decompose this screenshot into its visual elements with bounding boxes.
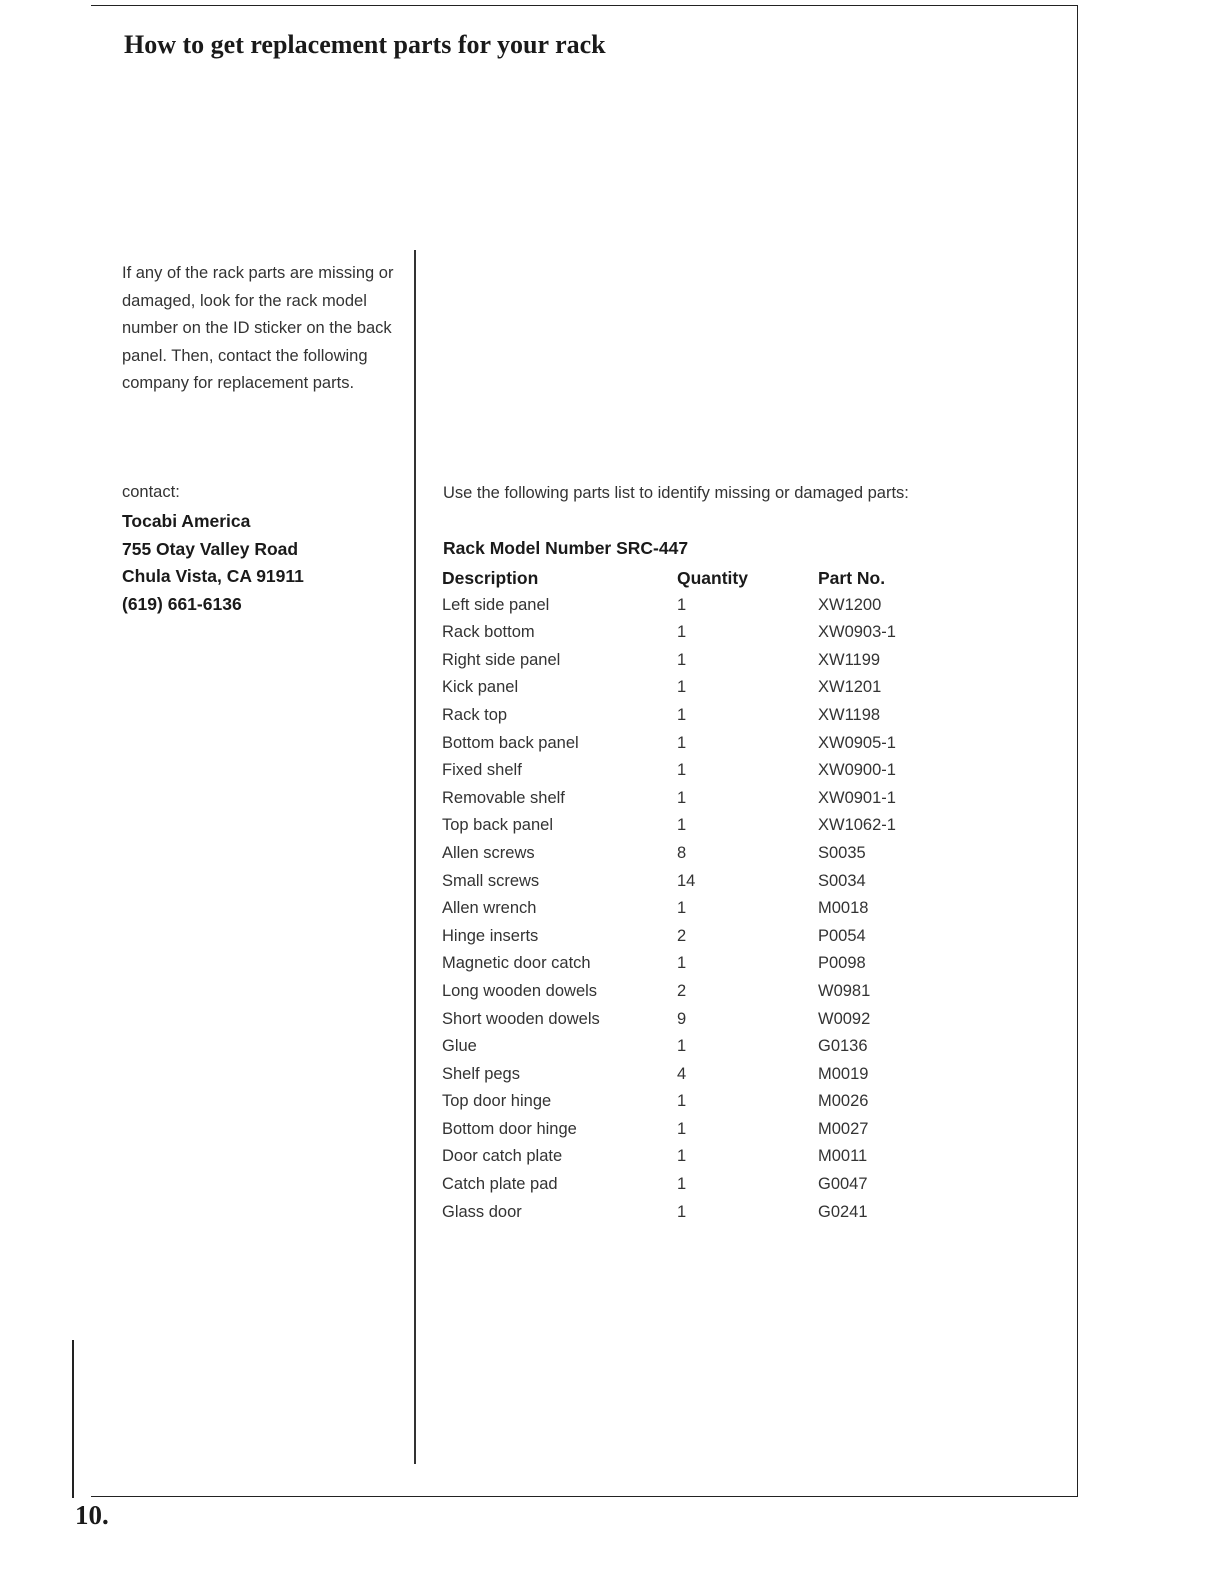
cell-quantity: 1: [677, 761, 687, 780]
page-frame: [91, 5, 1078, 1497]
cell-description: Hinge inserts: [442, 926, 539, 945]
cell-quantity: 1: [677, 650, 687, 669]
cell-description: Allen wrench: [442, 899, 537, 918]
company-name: Tocabi America: [122, 511, 251, 531]
cell-part-no: XW1062-1: [818, 816, 896, 835]
cell-quantity: 1: [677, 788, 687, 807]
contact-address: [122, 508, 304, 618]
cell-description: Kick panel: [442, 678, 519, 697]
cell-quantity: 1: [677, 1092, 687, 1111]
cell-description: Glass door: [442, 1202, 522, 1221]
cell-description: Magnetic door catch: [442, 954, 591, 973]
cell-quantity: 1: [677, 899, 687, 918]
cell-part-no: P0098: [818, 954, 866, 973]
cell-part-no: G0241: [818, 1202, 868, 1221]
cell-description: Short wooden dowels: [442, 1009, 600, 1028]
parts-intro: Use the following parts list to identify missing or damaged parts:: [443, 484, 909, 502]
cell-quantity: 14: [677, 871, 696, 890]
cell-quantity: 1: [677, 954, 687, 973]
cell-quantity: 1: [677, 816, 687, 835]
cell-quantity: 1: [677, 678, 687, 697]
cell-part-no: XW0903-1: [818, 623, 896, 642]
corner-rule: [72, 1340, 74, 1498]
cell-part-no: XW1199: [818, 650, 881, 669]
cell-description: Rack top: [442, 705, 508, 724]
cell-quantity: 1: [677, 1147, 687, 1166]
cell-description: Top door hinge: [442, 1092, 552, 1111]
cell-part-no: XW1198: [818, 705, 881, 724]
cell-quantity: 4: [677, 1064, 687, 1083]
cell-quantity: 1: [677, 733, 687, 752]
cell-description: Shelf pegs: [442, 1064, 520, 1083]
cell-description: Rack bottom: [442, 623, 535, 642]
cell-description: Long wooden dowels: [442, 981, 598, 1000]
page-title: How to get replacement parts for your rack: [124, 30, 606, 59]
cell-quantity: 1: [677, 623, 687, 642]
cell-part-no: XW0900-1: [818, 761, 896, 780]
cell-part-no: W0092: [818, 1009, 871, 1028]
column-divider: [414, 250, 416, 1464]
cell-description: Catch plate pad: [442, 1175, 558, 1194]
header-quantity: Quantity: [677, 568, 748, 588]
cell-part-no: S0035: [818, 843, 866, 862]
cell-description: Bottom door hinge: [442, 1119, 577, 1138]
contact-label: contact:: [122, 483, 180, 501]
cell-part-no: M0027: [818, 1119, 869, 1138]
cell-part-no: M0018: [818, 899, 869, 918]
cell-description: Fixed shelf: [442, 761, 522, 780]
intro-paragraph: If any of the rack parts are missing or damaged, look for the rack model number on the ID sticker on the back panel. Then, contact the following company for replacement parts.: [122, 264, 394, 392]
cell-part-no: P0054: [818, 926, 866, 945]
phone-number: (619) 661-6136: [122, 593, 242, 614]
cell-description: Bottom back panel: [442, 733, 579, 752]
header-part-no: Part No.: [818, 568, 886, 588]
cell-description: Allen screws: [442, 843, 535, 862]
model-heading: Rack Model Number SRC-447: [443, 538, 689, 558]
cell-part-no: G0047: [818, 1175, 868, 1194]
cell-description: Top back panel: [442, 816, 553, 835]
city-state-zip: Chula Vista, CA 91911: [122, 566, 304, 586]
cell-part-no: XW1201: [818, 678, 882, 697]
cell-description: Glue: [442, 1037, 477, 1056]
cell-description: Small screws: [442, 871, 540, 890]
cell-quantity: 1: [677, 1119, 687, 1138]
cell-description: Right side panel: [442, 650, 561, 669]
cell-quantity: 1: [677, 1175, 687, 1194]
cell-quantity: 1: [677, 595, 687, 614]
cell-description: Door catch plate: [442, 1147, 563, 1166]
cell-part-no: W0981: [818, 981, 871, 1000]
header-description: Description: [442, 568, 539, 588]
cell-part-no: M0019: [818, 1064, 869, 1083]
cell-part-no: G0136: [818, 1037, 868, 1056]
cell-quantity: 1: [677, 1202, 687, 1221]
page-number: 10.: [75, 1500, 109, 1530]
cell-part-no: M0026: [818, 1092, 869, 1111]
cell-quantity: 2: [677, 926, 687, 945]
cell-part-no: S0034: [818, 871, 866, 890]
cell-description: Removable shelf: [442, 788, 565, 807]
cell-quantity: 1: [677, 1037, 687, 1056]
cell-part-no: XW0901-1: [818, 788, 896, 807]
cell-description: Left side panel: [442, 595, 550, 614]
cell-quantity: 8: [677, 843, 687, 862]
street-address: 755 Otay Valley Road: [122, 538, 299, 559]
cell-quantity: 9: [677, 1009, 687, 1028]
cell-part-no: M0011: [818, 1147, 868, 1166]
cell-quantity: 1: [677, 705, 687, 724]
cell-part-no: XW1200: [818, 595, 882, 614]
cell-part-no: XW0905-1: [818, 733, 896, 752]
cell-quantity: 2: [677, 981, 687, 1000]
